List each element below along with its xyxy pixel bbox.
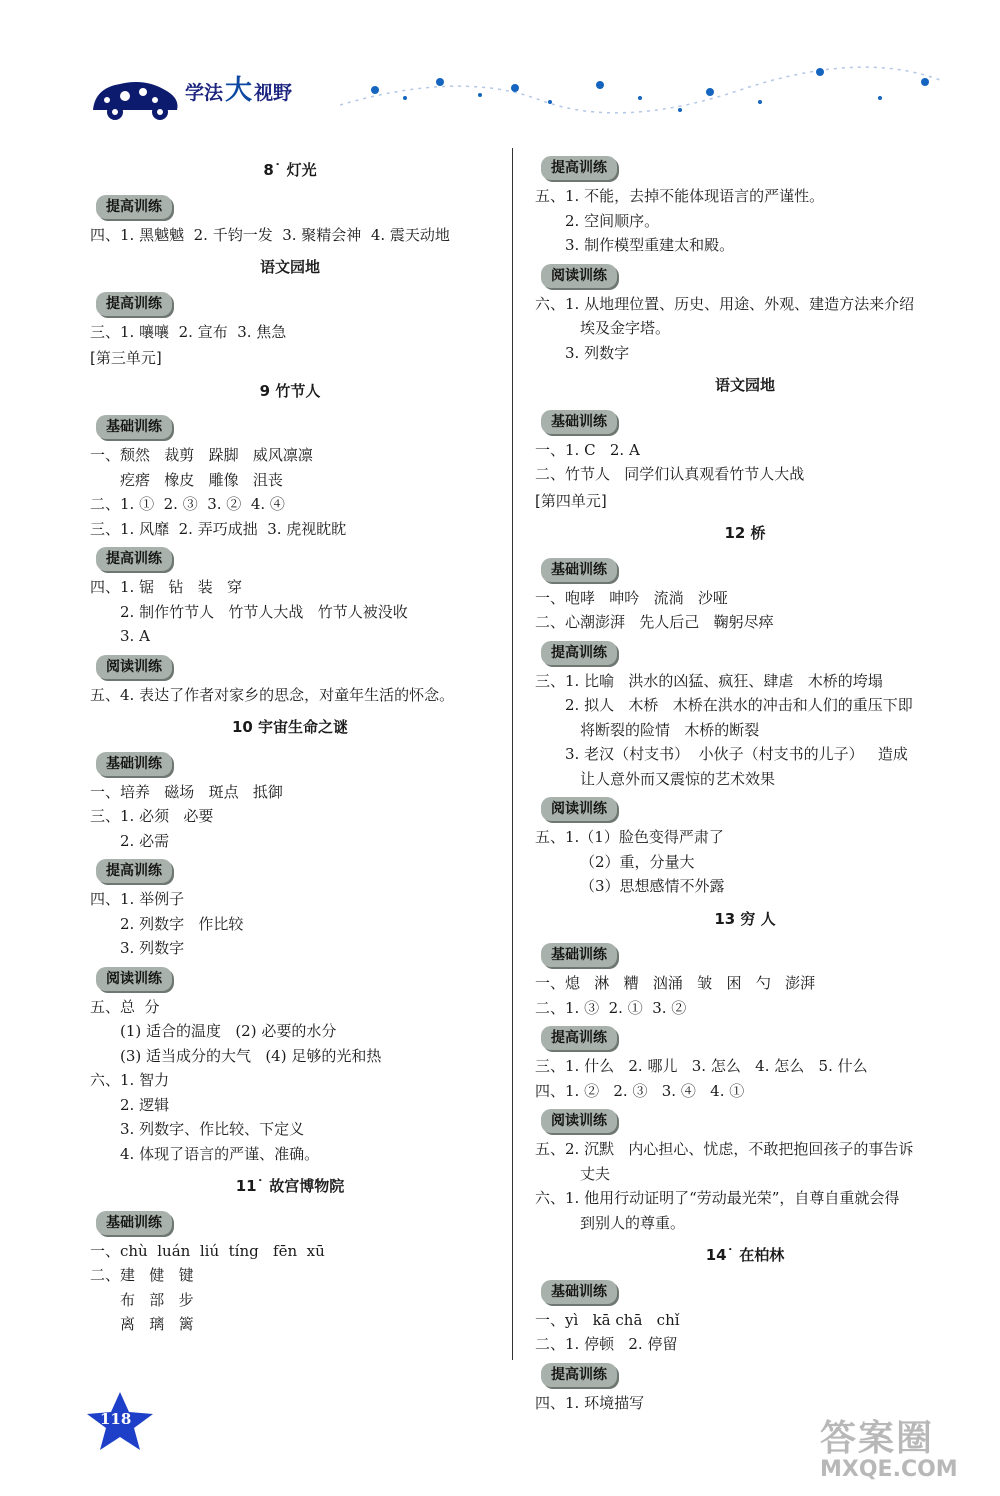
section-tag: 阅读训练 xyxy=(541,264,617,288)
car-logo-icon xyxy=(85,70,185,125)
answer-line: 2. 逻辑 xyxy=(120,1095,170,1114)
section-tag-row xyxy=(90,853,490,887)
sparkle-decoration-icon xyxy=(340,50,940,130)
lesson-title: 语文园地 xyxy=(259,258,320,276)
answer-line: 到别人的尊重。 xyxy=(580,1213,686,1232)
lesson-title: 11˙ 故宫博物院 xyxy=(235,1177,345,1195)
section-tag-row xyxy=(90,1205,490,1239)
section-tag-row xyxy=(535,1357,955,1391)
answer-line: 三、1. 嚷嚷 2. 宣布 3. 焦急 xyxy=(90,322,287,341)
section-tag: 基础训练 xyxy=(541,410,617,434)
answer-line: 3. 老汉（村支书） 小伙子（村支书的儿子） 造成 xyxy=(565,745,908,763)
lesson-title: 语文园地 xyxy=(714,376,775,394)
answer-line: （3）思想感情不外露 xyxy=(580,877,725,895)
section-tag-row xyxy=(90,961,490,995)
section-tag-row xyxy=(535,552,955,586)
unit-heading: [第三单元] xyxy=(90,349,162,367)
lesson-title: 14˙ 在柏林 xyxy=(705,1246,785,1264)
section-tag: 阅读训练 xyxy=(96,967,172,991)
answer-line: 二、建 健 键 xyxy=(90,1266,194,1284)
answer-line: 四、1. 锯 钻 装 穿 xyxy=(90,578,242,596)
answer-line: 二、1. ③ 2. ① 3. ② xyxy=(535,998,687,1017)
section-tag-row xyxy=(90,409,490,443)
answer-line: 将断裂的险情 木桥的断裂 xyxy=(580,720,760,739)
answer-line: 四、1. 举例子 xyxy=(90,890,185,908)
answer-line: 3. A xyxy=(120,627,150,645)
answer-line: 六、1. 从地理位置、历史、用途、外观、建造方法来介绍 xyxy=(535,294,915,313)
answer-line: 四、1. ② 2. ③ 3. ④ 4. ① xyxy=(535,1081,745,1100)
answer-line: 四、1. 环境描写 xyxy=(535,1393,645,1412)
brand-title: 学法大 视野 xyxy=(185,75,293,106)
section-tag-row xyxy=(535,635,955,669)
answer-line: 离 璃 篱 xyxy=(120,1315,194,1333)
section-tag-row xyxy=(535,937,955,971)
section-tag: 提高训练 xyxy=(96,292,172,316)
answer-line: 三、1. 什么 2. 哪儿 3. 怎么 4. 怎么 5. 什么 xyxy=(535,1057,868,1075)
answer-line: 六、1. 智力 xyxy=(90,1071,170,1089)
section-tag-row xyxy=(90,649,490,683)
section-tag: 提高训练 xyxy=(541,156,617,180)
answer-line: 五、总 分 xyxy=(90,997,160,1016)
answer-line: 五、1.（1）脸色变得严肃了 xyxy=(535,828,724,846)
section-tag-row xyxy=(535,1274,955,1308)
section-tag: 提高训练 xyxy=(541,1026,617,1050)
section-tag: 阅读训练 xyxy=(96,655,172,679)
section-tag-row xyxy=(90,541,490,575)
section-tag: 阅读训练 xyxy=(541,1109,617,1133)
lesson-title: 10 宇宙生命之谜 xyxy=(231,718,349,736)
section-tag: 基础训练 xyxy=(541,1280,617,1304)
page-number: 118 xyxy=(100,1410,132,1428)
section-tag-row xyxy=(535,258,955,292)
answer-line: 丈夫 xyxy=(580,1164,611,1183)
section-tag-row xyxy=(90,189,490,223)
answer-line: 埃及金字塔。 xyxy=(580,319,671,337)
answer-line: 3. 列数字 xyxy=(565,343,630,362)
answer-line: 3. 列数字、作比较、下定义 xyxy=(120,1120,305,1138)
section-tag-row xyxy=(535,1103,955,1137)
answer-line: 二、心潮澎湃 先人后己 鞠躬尽瘁 xyxy=(535,613,774,631)
answer-line: 二、1. 停顿 2. 停留 xyxy=(535,1335,678,1353)
lesson-title: 9 竹节人 xyxy=(259,381,321,400)
section-tag: 基础训练 xyxy=(96,1211,172,1235)
answer-line: (3) 适当成分的大气 (4) 足够的光和热 xyxy=(120,1046,382,1065)
section-tag: 提高训练 xyxy=(541,641,617,665)
section-tag-row xyxy=(535,1020,955,1054)
answer-line: 2. 制作竹节人 竹节人大战 竹节人被没收 xyxy=(120,602,408,621)
answer-line: 六、1. 他用行动证明了“劳动最光荣”，自尊自重就会得 xyxy=(535,1189,900,1207)
answer-line: 一、yì kā chā chǐ xyxy=(535,1310,680,1329)
right-column xyxy=(535,150,955,1415)
answer-line: 2. 必需 xyxy=(120,831,170,850)
section-tag: 提高训练 xyxy=(96,859,172,883)
lesson-title: 13 穷 人 xyxy=(714,909,776,928)
section-tag-row xyxy=(535,404,955,438)
section-tag-row xyxy=(90,746,490,780)
column-divider xyxy=(512,148,513,1360)
answer-line: 一、培养 磁场 斑点 抵御 xyxy=(90,782,283,801)
section-tag-row xyxy=(90,286,490,320)
answer-line: （2）重，分量大 xyxy=(580,852,695,871)
answer-line: 2. 空间顺序。 xyxy=(565,211,660,230)
answer-line: 二、1. ① 2. ③ 3. ② 4. ④ xyxy=(90,495,285,513)
answer-line: 二、竹节人 同学们认真观看竹节人大战 xyxy=(535,465,805,483)
answer-line: 一、1. C 2. A xyxy=(535,440,640,459)
answer-line: 布 部 步 xyxy=(120,1290,194,1309)
section-tag: 提高训练 xyxy=(541,1363,617,1387)
left-column xyxy=(90,150,490,1337)
answer-line: 四、1. 黑魆魆 2. 千钧一发 3. 聚精会神 4. 震天动地 xyxy=(90,225,450,244)
answer-line: 4. 体现了语言的严谨、准确。 xyxy=(120,1144,320,1163)
answer-line: 3. 制作模型重建太和殿。 xyxy=(565,236,735,254)
answer-line: 五、2. 沉默 内心担心、忧虑，不敢把抱回孩子的事告诉 xyxy=(535,1140,914,1158)
answer-line: 一、熄 淋 糟 汹涌 皱 困 勺 澎湃 xyxy=(535,974,816,992)
answer-line: 一、chù luán liú tíng fēn xū xyxy=(90,1241,325,1260)
section-tag: 基础训练 xyxy=(96,415,172,439)
lesson-title: 8˙ 灯光 xyxy=(263,161,317,179)
page-header xyxy=(70,50,930,140)
answer-line: (1) 适合的温度 (2) 必要的水分 xyxy=(120,1022,337,1040)
answer-line: 一、颓然 裁剪 跺脚 威风凛凛 xyxy=(90,446,313,464)
watermark: 答案圈 MXQE.COM xyxy=(820,1418,958,1482)
section-tag-row xyxy=(535,150,955,184)
answer-line: 3. 列数字 xyxy=(120,939,185,957)
answer-line: 一、咆哮 呻吟 流淌 沙哑 xyxy=(535,588,728,607)
answer-line: 三、1. 必须 必要 xyxy=(90,807,214,825)
answer-line: 三、1. 比喻 洪水的凶猛、疯狂、肆虐 木桥的垮塌 xyxy=(535,671,883,690)
section-tag: 提高训练 xyxy=(96,195,172,219)
section-tag: 提高训练 xyxy=(96,547,172,571)
answer-line: 五、4. 表达了作者对家乡的思念，对童年生活的怀念。 xyxy=(90,685,455,704)
answer-line: 三、1. 风靡 2. 弄巧成拙 3. 虎视眈眈 xyxy=(90,519,347,538)
section-tag: 基础训练 xyxy=(96,752,172,776)
section-tag: 基础训练 xyxy=(541,943,617,967)
section-tag: 阅读训练 xyxy=(541,797,617,821)
section-tag: 基础训练 xyxy=(541,558,617,582)
section-tag-row xyxy=(535,791,955,825)
answer-line: 2. 拟人 木桥 木桥在洪水的冲击和人们的重压下即 xyxy=(565,696,913,714)
answer-line: 让人意外而又震惊的艺术效果 xyxy=(580,769,776,788)
unit-heading: [第四单元] xyxy=(535,491,607,510)
answer-line: 2. 列数字 作比较 xyxy=(120,914,244,933)
lesson-title: 12 桥 xyxy=(724,524,766,542)
answer-line: 疙瘩 橡皮 雕像 沮丧 xyxy=(120,470,283,489)
answer-line: 五、1. 不能，去掉不能体现语言的严谨性。 xyxy=(535,187,825,205)
